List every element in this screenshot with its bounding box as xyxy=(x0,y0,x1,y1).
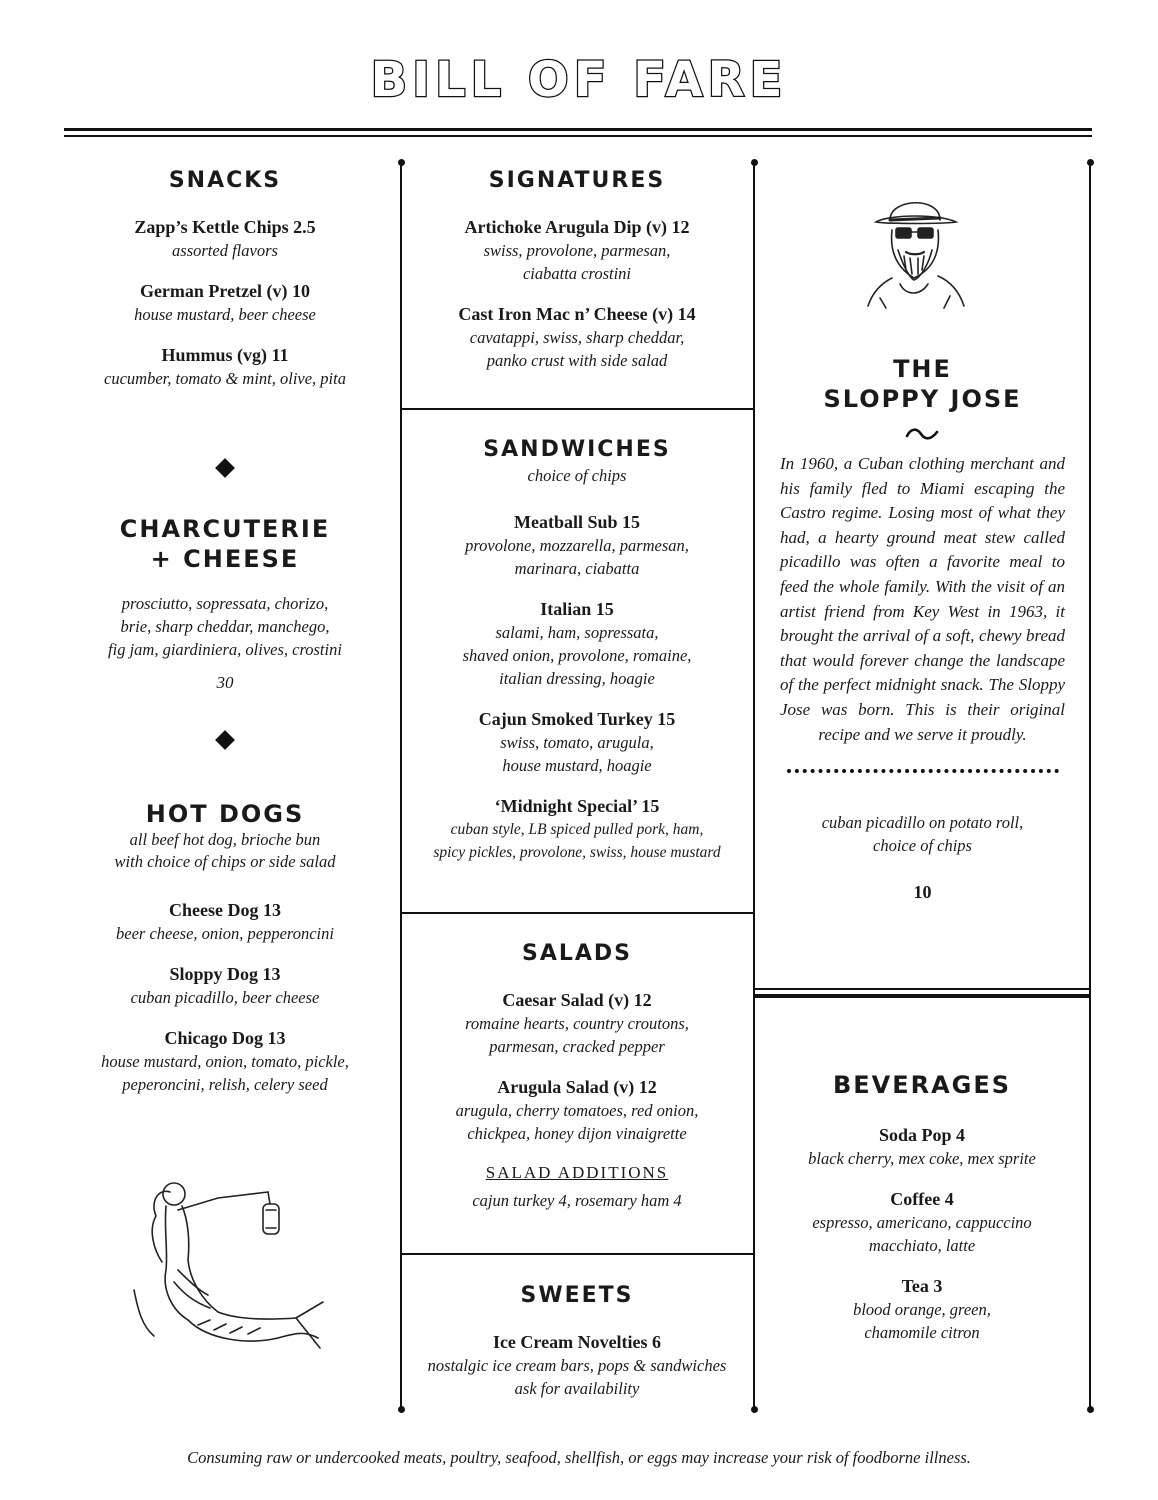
beverages-section xyxy=(757,1070,1087,1344)
section-divider xyxy=(401,408,753,410)
sandwiches-heading: SANDWICHES xyxy=(483,437,671,462)
title-rule-thin xyxy=(64,135,1092,137)
menu-item: ‘Midnight Special’ 15 cuban style, LB spiced pulled pork, ham, spicy pickles, provolone, swiss, house mustard xyxy=(433,796,721,861)
salad-additions-label: SALAD ADDITIONS xyxy=(485,1163,669,1182)
sloppy-jose-heading: SLOPPY JOSE xyxy=(823,385,1022,413)
beverages-heading: BEVERAGES xyxy=(832,1071,1012,1099)
menu-item: Coffee 4 espresso, americano, cappuccino macchiato, latte xyxy=(812,1189,1032,1255)
section-divider xyxy=(755,988,1090,990)
man-portrait-illustration xyxy=(860,188,970,313)
divider-dot xyxy=(398,159,405,166)
menu-title: BILL OF FARE xyxy=(370,52,788,108)
divider-dot xyxy=(751,1406,758,1413)
tilde-flourish-icon xyxy=(903,426,943,442)
menu-item: Italian 15 salami, ham, sopressata, shaved onion, provolone, romaine, italian dressing, hoagie xyxy=(462,599,692,688)
menu-item: Soda Pop 4 black cherry, mex coke, mex sprite xyxy=(808,1125,1036,1168)
sweets-heading: SWEETS xyxy=(520,1283,634,1308)
sloppy-jose-price: 10 xyxy=(913,882,932,903)
divider-dot xyxy=(1087,1406,1094,1413)
sloppy-jose-section xyxy=(780,354,1065,904)
divider-middle xyxy=(753,162,755,1410)
diamond-icon xyxy=(215,458,235,478)
menu-item: Zapp’s Kettle Chips 2.5 assorted flavors xyxy=(134,217,316,260)
menu-item: Cast Iron Mac n’ Cheese (v) 14 cavatappi, swiss, sharp cheddar, panko crust with side salad xyxy=(458,304,696,370)
charcuterie-section xyxy=(60,514,390,693)
divider-dot xyxy=(1087,159,1094,166)
menu-item: Meatball Sub 15 provolone, mozzarella, parmesan, marinara, ciabatta xyxy=(465,512,689,578)
title-rule-thick xyxy=(64,128,1092,131)
menu-item: German Pretzel (v) 10 house mustard, beer cheese xyxy=(134,281,316,324)
mermaid-illustration xyxy=(118,1170,328,1380)
charcuterie-heading: CHARCUTERIE xyxy=(119,515,331,543)
dotted-separator xyxy=(787,769,1059,773)
charcuterie-description: prosciutto, sopressata, chorizo, brie, sharp cheddar, manchego, fig jam, giardiniera, olives, crostini xyxy=(108,594,342,659)
section-divider xyxy=(401,912,753,914)
sandwiches-section xyxy=(402,435,752,864)
salad-additions: cajun turkey 4, rosemary ham 4 xyxy=(472,1191,682,1210)
signatures-section xyxy=(402,166,752,372)
sloppy-jose-heading: THE xyxy=(893,355,952,383)
menu-item: Arugula Salad (v) 12 arugula, cherry tomatoes, red onion, chickpea, honey dijon vinaigrette xyxy=(455,1077,699,1143)
snacks-heading: SNACKS xyxy=(168,168,282,193)
sloppy-jose-description: cuban picadillo on potato roll, choice of chips xyxy=(821,813,1024,856)
divider-dot xyxy=(751,159,758,166)
menu-item: Cheese Dog 13 beer cheese, onion, pepperoncini xyxy=(116,900,334,943)
charcuterie-price: 30 xyxy=(216,673,234,692)
sloppy-jose-story: In 1960, a Cuban clothing merchant and his family fled to Miami escaping the Castro regime. Losing most of what they had, a hearty ground meat stew called picadillo was often a favorite meal to feed the whole family. With the visit of an artist friend from Key West in 1963, it brought the arrival of a soft, chewy bread that would forever change the landscape of the perfect midnight snack. The Sloppy Jose was born. This is their original recipe and we serve it proudly. xyxy=(780,454,1065,744)
section-divider xyxy=(755,994,1090,998)
menu-item: Caesar Salad (v) 12 romaine hearts, country croutons, parmesan, cracked pepper xyxy=(465,990,689,1056)
menu-item: Chicago Dog 13 house mustard, onion, tomato, pickle, peperoncini, relish, celery seed xyxy=(101,1028,349,1094)
menu-item: Sloppy Dog 13 cuban picadillo, beer cheese xyxy=(130,964,320,1007)
hotdogs-section: HOT DOGS all beef hot dog, brioche bun with choice of chips or side salad Cheese Dog 13 beer cheese, onion, pepperoncini Sloppy Dog 13 cuban picadillo, beer cheese Chicago Dog 13 house mustard, onion, tomato, pickle, peperoncini, relish, celery seed xyxy=(60,799,390,1096)
snacks-section xyxy=(60,166,390,390)
footer-disclaimer: Consuming raw or undercooked meats, poultry, seafood, shellfish, or eggs may increase your risk of foodborne illness. xyxy=(187,1448,971,1467)
salads-section xyxy=(402,939,752,1212)
sandwiches-subheading: choice of chips xyxy=(527,466,627,485)
divider-right xyxy=(1089,162,1091,1410)
section-divider xyxy=(401,1253,753,1255)
salads-heading: SALADS xyxy=(521,941,633,966)
menu-item: Cajun Smoked Turkey 15 swiss, tomato, arugula, house mustard, hoagie xyxy=(478,709,676,775)
menu-item: Hummus (vg) 11 cucumber, tomato & mint, olive, pita xyxy=(104,345,346,388)
sweets-section xyxy=(402,1281,752,1400)
signatures-heading: SIGNATURES xyxy=(488,168,666,193)
menu-item: Ice Cream Novelties 6 nostalgic ice cream bars, pops & sandwiches ask for availability xyxy=(427,1332,727,1398)
menu-item: Tea 3 blood orange, green, chamomile citron xyxy=(853,1276,991,1342)
divider-dot xyxy=(398,1406,405,1413)
menu-item: Artichoke Arugula Dip (v) 12 swiss, provolone, parmesan, ciabatta crostini xyxy=(464,217,690,283)
diamond-icon xyxy=(215,730,235,750)
hotdogs-heading: HOT DOGS xyxy=(145,800,305,828)
charcuterie-heading: + CHEESE xyxy=(150,545,300,573)
